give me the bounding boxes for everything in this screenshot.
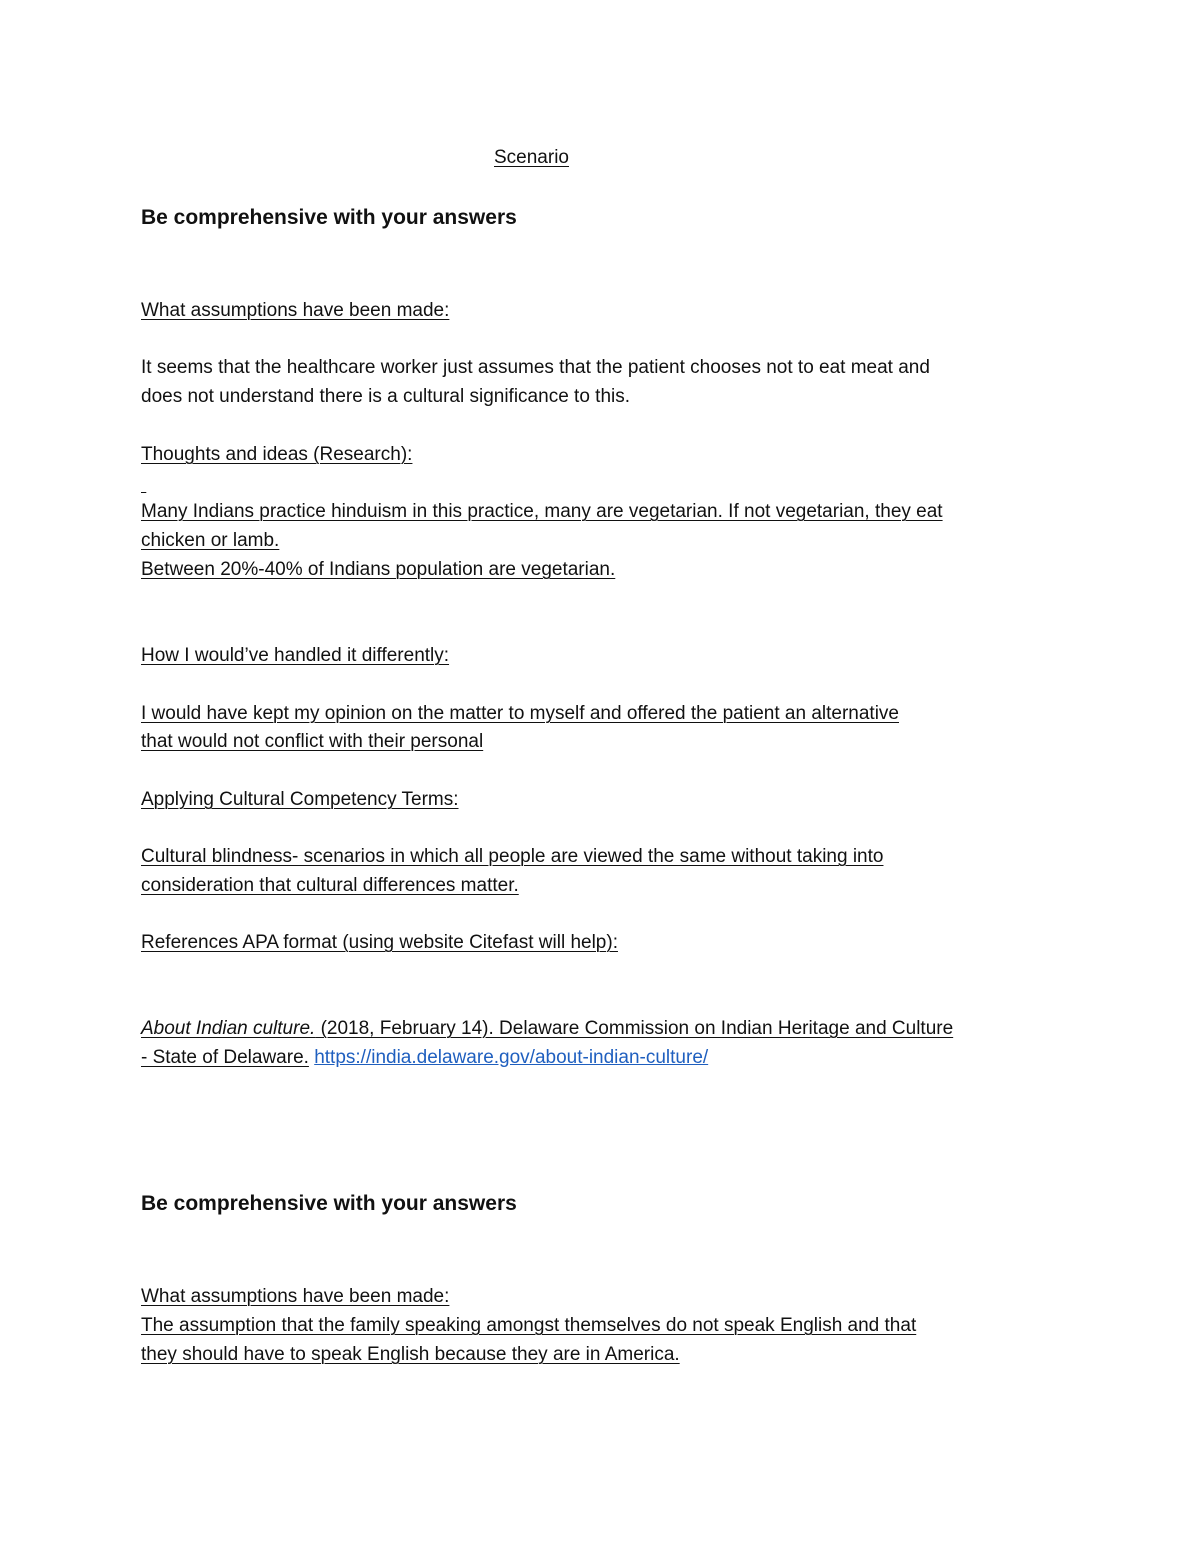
section1-assumptions-text-2: does not understand there is a cultural significance to this. — [141, 386, 631, 407]
section1-thoughts-text-2: chicken or lamb. — [141, 530, 280, 551]
section1-assumptions-text-1: It seems that the healthcare worker just assumes that the patient chooses not to eat meat and — [141, 357, 930, 378]
reference-details: (2018, February 14). Delaware Commission on Indian Heritage and Culture — [315, 1018, 954, 1039]
section1-heading: Be comprehensive with your answers — [141, 206, 517, 229]
empty-underlined-line — [141, 469, 146, 498]
reference-url-link[interactable]: https://india.delaware.gov/about-indian-culture/ — [314, 1047, 709, 1068]
section1-thoughts-text-3: Between 20%-40% of Indians population are vegetarian. — [141, 559, 616, 580]
section1-handled-text-1: I would have kept my opinion on the matter to myself and offered the patient an alternative — [141, 703, 899, 724]
reference-title: About Indian culture. — [141, 1018, 316, 1039]
section1-thoughts-text-1: Many Indians practice hinduism in this practice, many are vegetarian. If not vegetarian, they eat — [141, 501, 943, 522]
section1-terms-label: Applying Cultural Competency Terms: — [141, 789, 459, 810]
section1-assumptions-label: What assumptions have been made: — [141, 300, 450, 321]
page-title: Scenario — [494, 147, 569, 168]
section2-assumptions-label: What assumptions have been made: — [141, 1286, 450, 1307]
reference-publisher: - State of Delaware. — [141, 1047, 309, 1068]
section1-references-label: References APA format (using website Citefast will help): — [141, 932, 618, 953]
section1-handled-text-2: that would not conflict with their personal — [141, 731, 484, 752]
section1-terms-text-1: Cultural blindness- scenarios in which all people are viewed the same without taking into — [141, 846, 884, 867]
section1-handled-label: How I would’ve handled it differently: — [141, 645, 450, 666]
reference-line-1 — [141, 1014, 953, 1043]
section2-heading: Be comprehensive with your answers — [141, 1192, 517, 1215]
section1-terms-text-2: consideration that cultural differences matter. — [141, 875, 519, 896]
section1-thoughts-label: Thoughts and ideas (Research): — [141, 444, 413, 465]
section2-assumptions-text-2: they should have to speak English because they are in America. — [141, 1344, 680, 1365]
reference-line-2 — [141, 1043, 708, 1072]
section2-assumptions-text-1: The assumption that the family speaking amongst themselves do not speak English and that — [141, 1315, 917, 1336]
